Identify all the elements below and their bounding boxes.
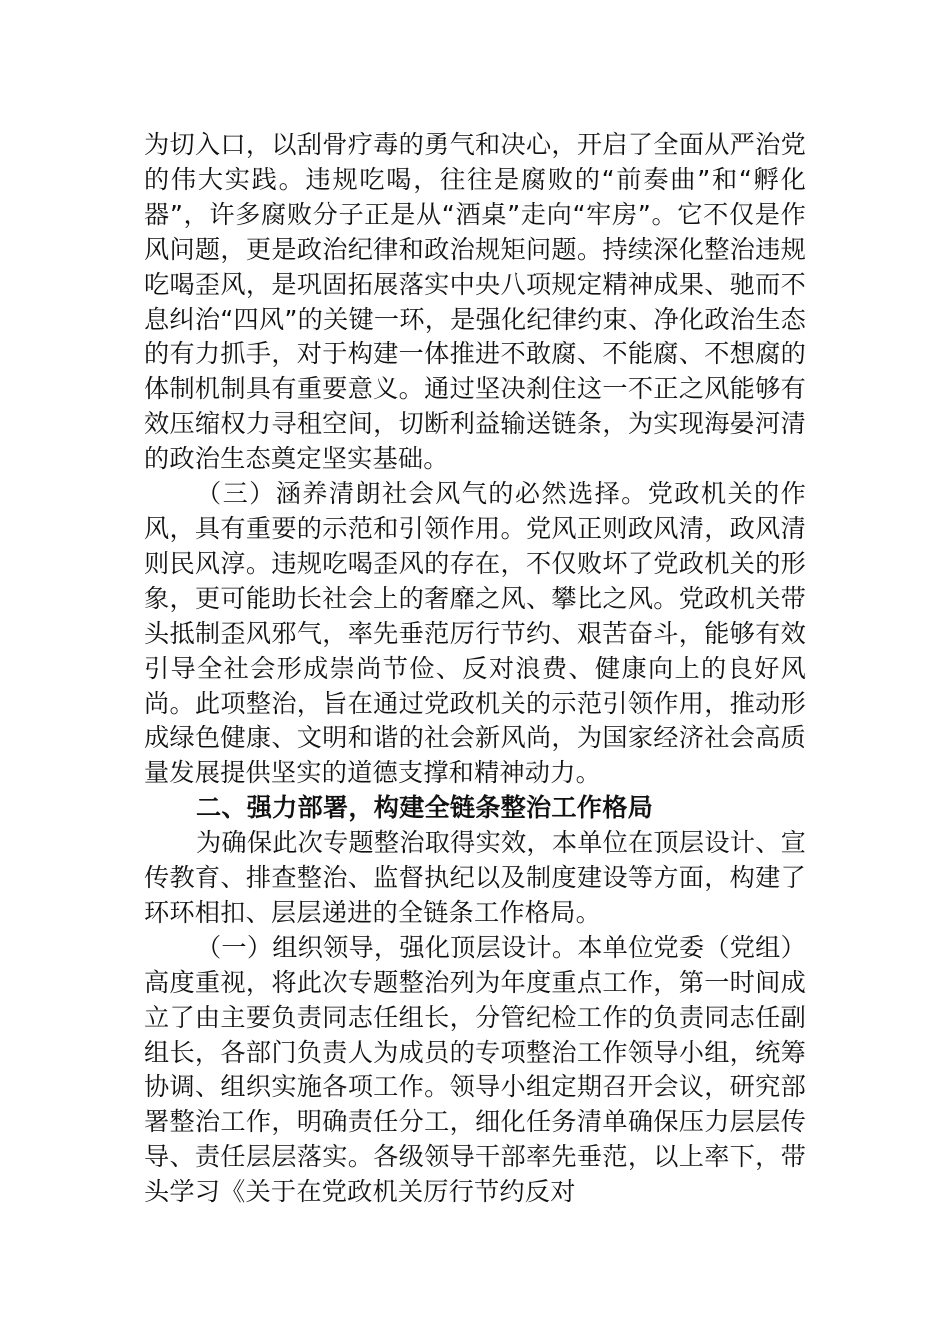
paragraph-2: （三）涵养清朗社会风气的必然选择。党政机关的作风，具有重要的示范和引领作用。党风正则政风清，政风清则民风淳。违规吃喝歪风的存在，不仅败坏了党政机关的形象，更可能助长社会上的奢靡之风、攀比之风。党政机关带头抵制歪风邪气，率先垂范厉行节约、艰苦奋斗，能够有效引导全社会形成崇尚节俭、反对浪费、健康向上的良好风尚。此项整治，旨在通过党政机关的示范引领作用，推动形成绿色健康、文明和谐的社会新风尚，为国家经济社会高质量发展提供坚实的道德支撑和精神动力。 [144, 479, 806, 788]
document-page [144, 128, 806, 1210]
paragraph-3: 为确保此次专题整治取得实效，本单位在顶层设计、宣传教育、排查整治、监督执纪以及制度建设等方面，构建了环环相扣、层层递进的全链条工作格局。 [144, 828, 806, 927]
paragraph-1: 为切入口，以刮骨疗毒的勇气和决心，开启了全面从严治党的伟大实践。违规吃喝，往往是腐败的“前奏曲”和“孵化器”，许多腐败分子正是从“酒桌”走向“牢房”。它不仅是作风问题，更是政治纪律和政治规矩问题。持续深化整治违规吃喝歪风，是巩固拓展落实中央八项规定精神成果、驰而不息纠治“四风”的关键一环，是强化纪律约束、净化政治生态的有力抓手，对于构建一体推进不敢腐、不能腐、不想腐的体制机制具有重要意义。通过坚决刹住这一不正之风能够有效压缩权力寻租空间，切断利益输送链条，为实现海晏河清的政治生态奠定坚实基础。 [144, 130, 806, 474]
paragraph-4: （一）组织领导，强化顶层设计。本单位党委（党组）高度重视，将此次专题整治列为年度重点工作，第一时间成立了由主要负责同志任组长，分管纪检工作的负责同志任副组长，各部门负责人为成员的专项整治工作领导小组，统筹协调、组织实施各项工作。领导小组定期召开会议，研究部署整治工作，明确责任分工，细化任务清单确保压力层层传导、责任层层落实。各级领导干部率先垂范，以上率下，带头学习《关于在党政机关厉行节约反对 [144, 932, 806, 1207]
section-heading: 二、强力部署，构建全链条整治工作格局 [196, 793, 653, 823]
